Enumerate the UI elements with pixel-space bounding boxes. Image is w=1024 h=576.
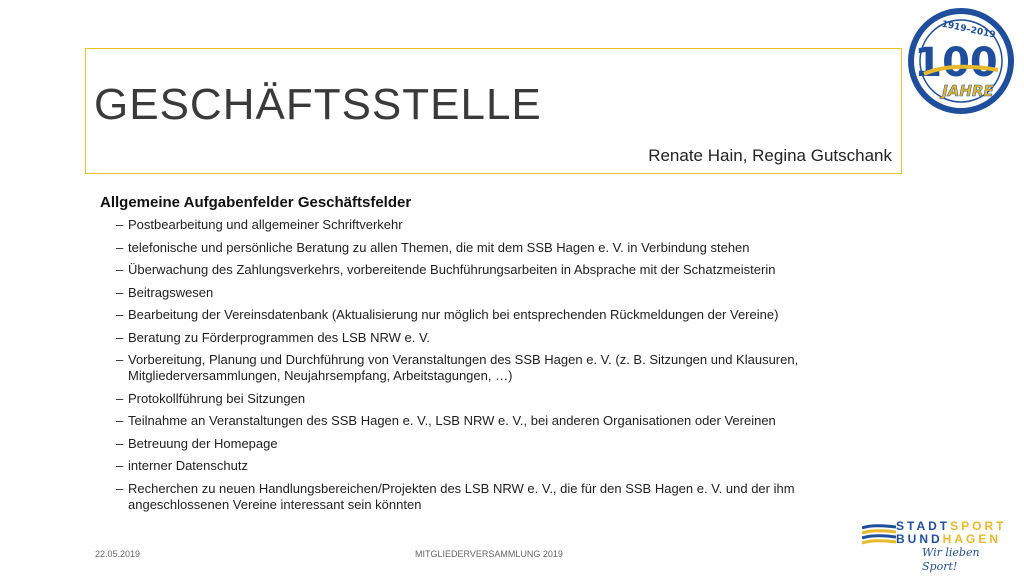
footer-date: 22.05.2019 [95,549,141,559]
ssb-word-bund: BUND [896,532,943,546]
list-item: – Beratung zu Förderprogrammen des LSB NRW e. V. [100,330,880,346]
list-item: – telefonische und persönliche Beratung zu allen Themen, die mit dem SSB Hagen e. V. in Verbindung stehen [100,240,880,256]
ssb-word-hagen: HAGEN [942,532,1002,546]
footer-event: MITGLIEDERVERSAMMLUNG 2019 [415,549,563,559]
task-list [100,217,880,513]
anniversary-word: JAHRE [942,82,994,100]
content-area [100,194,880,519]
list-item: – Bearbeitung der Vereinsdatenbank (Aktualisierung nur möglich bei entsprechenden Rückmeldungen der Vereine) [100,307,880,323]
stadtsportbund-logo [862,519,1014,573]
ssb-word-sport: SPORT [950,519,1007,533]
list-item: – Beitragswesen [100,285,880,301]
presenter-names: Renate Hain, Regina Gutschank [648,146,892,165]
wave-stripes-icon [862,524,896,546]
list-item: – Vorbereitung, Planung und Durchführung von Veranstaltungen des SSB Hagen e. V. (z. B. Sitzungen und Klausuren, Mitgliederversammlungen, Neujahrsempfang, Arbeitstagungen, …) [100,352,880,384]
list-item: – Recherchen zu neuen Handlungsbereichen/Projekten des LSB NRW e. V., die für den SSB Hagen e. V. und der ihm angeschlossenen Vereine interessant sein könnten [100,481,880,513]
list-item: – Teilnahme an Veranstaltungen des SSB Hagen e. V., LSB NRW e. V., bei anderen Organisationen oder Vereinen [100,413,880,429]
list-item: – Postbearbeitung und allgemeiner Schriftverkehr [100,217,880,233]
anniversary-years: 1919–2019 [940,19,997,41]
page-title: GESCHÄFTSSTELLE [94,80,542,129]
list-item: – Überwachung des Zahlungsverkehrs, vorbereitende Buchführungsarbeiten in Absprache mit der Schatzmeisterin [100,262,880,278]
list-item: – Protokollführung bei Sitzungen [100,391,880,407]
title-frame [85,48,902,174]
ssb-word-stadt: STADT [896,519,951,533]
anniversary-100-logo [906,6,1016,116]
ssb-slogan: Wir lieben Sport! [922,546,980,573]
anniversary-number: 100 [914,40,998,86]
list-item: – Betreuung der Homepage [100,436,880,452]
section-heading: Allgemeine Aufgabenfelder Geschäftsfelder [100,194,412,211]
list-item: – interner Datenschutz [100,458,880,474]
